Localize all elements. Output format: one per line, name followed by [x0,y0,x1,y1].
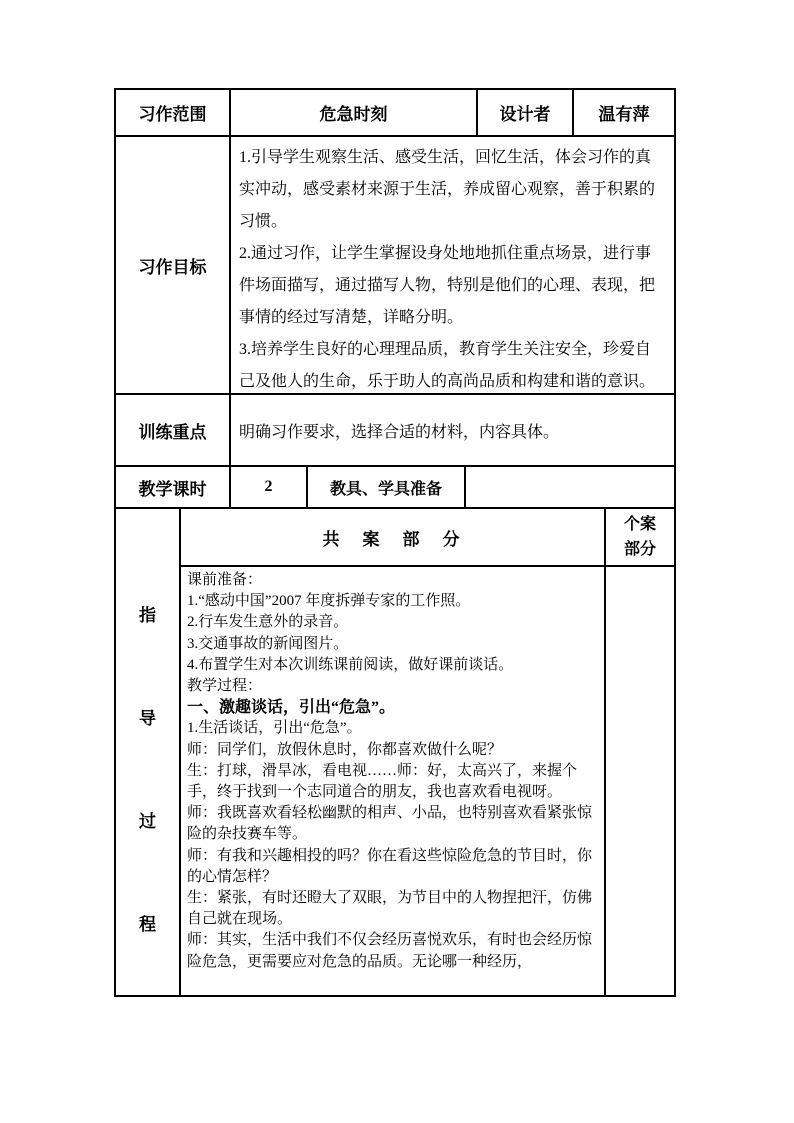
body-paragraph: 1.生活谈话，引出“危急”。 [187,720,362,737]
common-part-header: 共 案 部 分 [181,509,604,567]
common-part-column [179,509,604,995]
goal-item: 2.通过习作，让学生掌握设身处地地抓住重点场景，进行事件场面描写，通过描写人物，特别是他们的心理、表现，把事情的经过写清楚，详略分明。 [239,245,656,326]
lesson-title: 危急时刻 [229,90,476,135]
body-paragraph: 4.布置学生对本次训练课前阅读，做好课前谈话。 [187,656,514,673]
header-row [116,90,674,135]
individual-part-body [606,567,674,995]
schedule-row [116,465,674,507]
body-paragraph: 生：紧张，有时还瞪大了双眼，为节目中的人物捏把汗，仿佛自己就在现场。 [187,890,593,928]
body-paragraph-heading: 一、激趣谈话，引出“危急”。 [187,699,396,717]
goal-label: 习作目标 [138,257,207,277]
individual-part-column [604,509,674,995]
materials-value [464,467,674,507]
individual-header-line: 部分 [623,541,656,558]
guide-char: 程 [139,915,156,934]
focus-row [116,393,674,465]
guide-char: 指 [139,606,156,625]
body-paragraph: 1.“感动中国”2007 年度拆弹专家的工作照。 [187,593,471,610]
goal-content [229,137,674,393]
goal-row [116,135,674,393]
goal-item: 3.培养学生良好的心理理品质，教育学生关注安全，珍爱自己及他人的生命，乐于助人的高尚品质和构建和谐的意识。 [239,341,656,390]
body-paragraph: 师：我既喜欢看轻松幽默的相声、小品，也特别喜欢看紧张惊险的杂技赛车等。 [187,805,593,843]
body-paragraph: 2.行车发生意外的录音。 [187,614,349,631]
goal-item: 1.引导学生观察生活、感受生活，回忆生活，体会习作的真实冲动，感受素材来源于生活，养成留心观察，善于积累的习惯。 [239,149,656,230]
process-section [116,507,674,995]
body-paragraph: 教学过程： [187,678,263,695]
materials-label: 教具、学具准备 [306,467,464,507]
individual-header-line: 个案 [623,516,656,533]
individual-part-header [606,509,674,567]
guide-char: 导 [139,709,156,728]
body-paragraph: 3.交通事故的新闻图片。 [187,635,349,652]
guide-process-label [116,509,179,995]
focus-label: 训练重点 [138,422,207,442]
designer-name: 温有萍 [572,90,674,135]
lesson-body [181,567,604,995]
class-hours: 2 [229,467,306,507]
scope-label: 习作范围 [138,105,207,124]
guide-char: 过 [139,812,156,831]
body-paragraph: 师：有我和兴趣相投的吗？你在看这些惊险危急的节目时，你的心情怎样？ [187,847,593,885]
schedule-label: 教学课时 [138,479,207,499]
lesson-plan-table [114,88,676,997]
body-paragraph: 师：其实，生活中我们不仅会经历喜悦欢乐，有时也会经历惊险危急，更需要应对危急的品质。无论哪一种经历， [187,932,593,970]
body-paragraph: 生：打球，滑旱冰，看电视……师：好，太高兴了，来握个手，终于找到一个志同道合的朋友，我也喜欢看电视呀。 [187,762,578,801]
body-paragraph: 师：同学们，放假休息时，你都喜欢做什么呢？ [187,741,503,758]
focus-content: 明确习作要求，选择合适的材料，内容具体。 [229,395,674,465]
designer-label: 设计者 [476,90,572,135]
body-paragraph: 课前准备： [187,572,263,588]
